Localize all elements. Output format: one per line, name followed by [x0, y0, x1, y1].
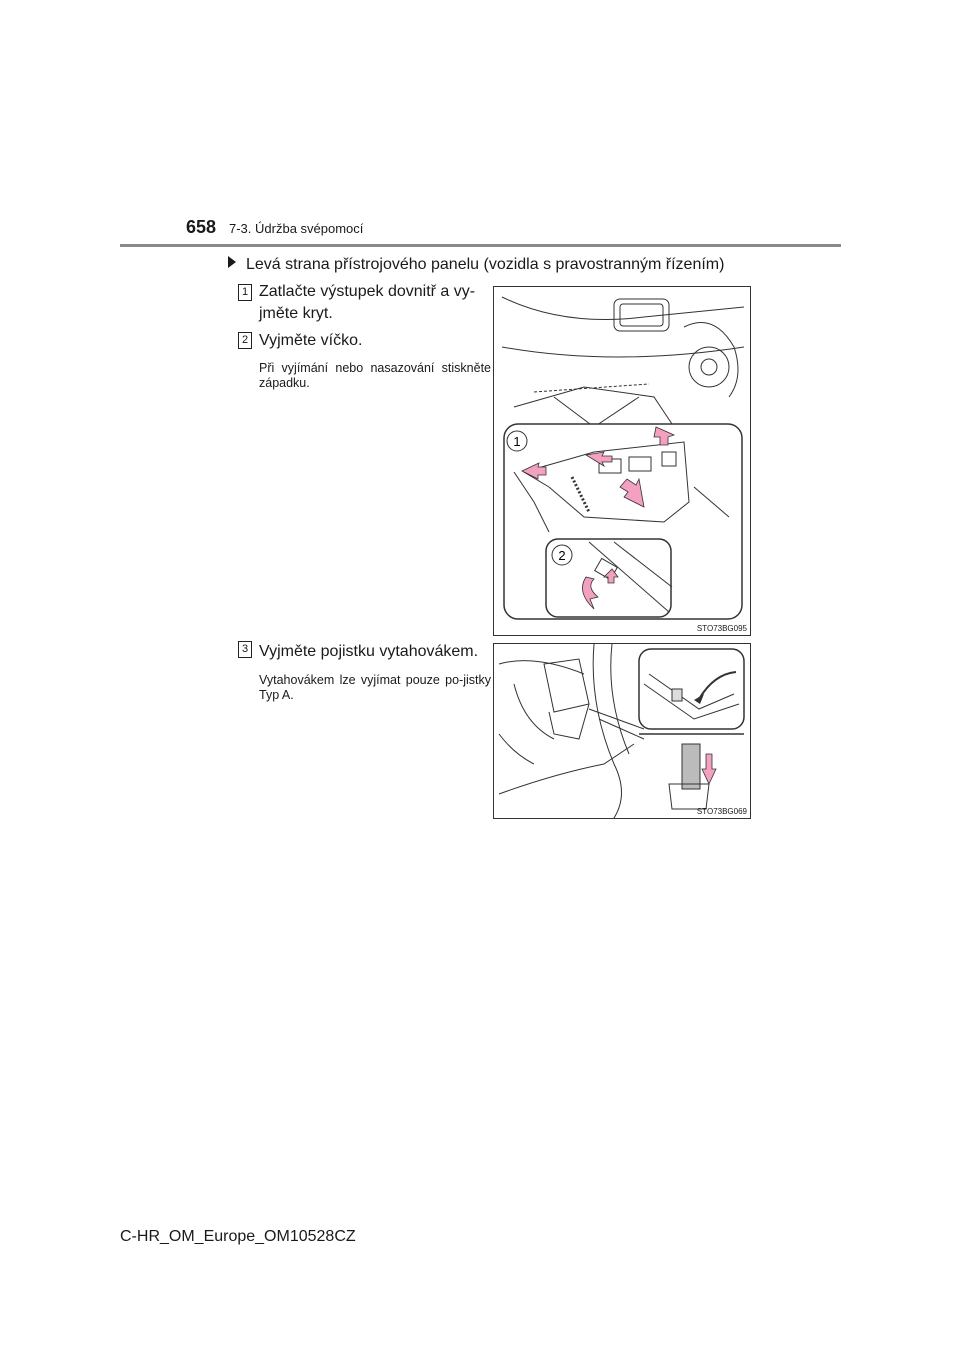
- step-1-text: Zatlačte výstupek dovnitř a vy-jměte kryt.: [259, 283, 476, 322]
- header-divider: [120, 244, 841, 247]
- figure-code: STO73BG095: [696, 624, 747, 633]
- figure-fuse-cover-removal: [493, 286, 751, 636]
- step-number-2: 2: [238, 332, 252, 349]
- step-number-3: 3: [238, 641, 252, 658]
- figure-callout-2: 2: [558, 548, 566, 563]
- figure-fuse-puller: [493, 643, 751, 819]
- step-3-note: Vytahovákem lze vyjímat pouze po-jistky Typ A.: [259, 673, 491, 702]
- procedure-heading: [228, 256, 724, 274]
- triangle-bullet-icon: [228, 256, 236, 268]
- step-2-text: Vyjměte víčko.: [259, 332, 363, 349]
- fuse-puller-illustration: [494, 644, 750, 818]
- fuse-cover-illustration: [494, 287, 750, 635]
- page-number: 658: [186, 217, 217, 237]
- step-number-1: 1: [238, 284, 252, 301]
- step-3-text: Vyjměte pojistku vytahovákem.: [259, 643, 479, 660]
- document-footer: C-HR_OM_Europe_OM10528CZ: [120, 1228, 356, 1245]
- figure-code: STO73BG069: [696, 807, 747, 816]
- step-2-note: Při vyjímání nebo nasazování stiskněte západku.: [259, 361, 491, 390]
- figure-callout-1: 1: [513, 434, 521, 449]
- procedure-heading-text: Levá strana přístrojového panelu (vozidla s pravostranným řízením): [246, 256, 725, 273]
- section-title: 7-3. Údržba svépomocí: [229, 221, 364, 236]
